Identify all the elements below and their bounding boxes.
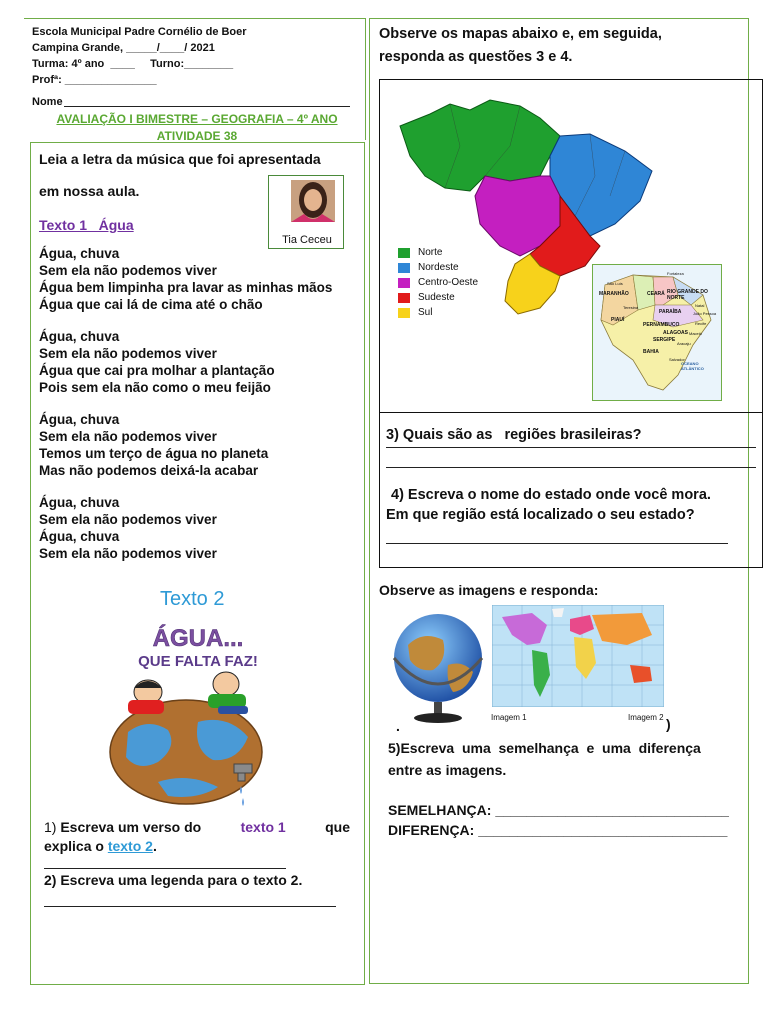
stanza-1 bbox=[39, 245, 344, 313]
lyric-line: Sem ela não podemos viver bbox=[39, 346, 217, 361]
intro-line-2: em nossa aula. bbox=[39, 183, 140, 199]
question-3: 3) Quais são as regiões brasileiras? bbox=[386, 427, 642, 443]
water-poster-illustration bbox=[98, 622, 298, 814]
question-4-line-1: 4) Escreva o nome do estado onde você mora. bbox=[391, 487, 711, 503]
inset-label: Fortaleza bbox=[667, 271, 684, 276]
legend-item bbox=[398, 260, 478, 275]
similarity-field[interactable]: SEMELHANÇA: ______________________________ bbox=[388, 802, 729, 818]
inset-label: Maceió bbox=[689, 331, 702, 336]
class-line: Turma: 4º ano ____ Turno:________ bbox=[32, 58, 234, 70]
images-intro: Observe as imagens e responda: bbox=[379, 582, 599, 598]
legend-swatch bbox=[398, 278, 410, 288]
name-field[interactable] bbox=[64, 106, 350, 107]
text2-title: Texto 2 bbox=[160, 588, 225, 610]
inset-label: Recife bbox=[695, 321, 707, 326]
maps-intro-1: Observe os mapas abaixo e, em seguida, bbox=[379, 26, 662, 42]
author-name: Tia Ceceu bbox=[282, 234, 332, 246]
legend-swatch bbox=[398, 248, 410, 258]
paren-mark: ) bbox=[666, 716, 671, 732]
author-photo bbox=[291, 180, 335, 222]
inset-label: MARANHÃO bbox=[599, 291, 629, 297]
school-name: Escola Municipal Padre Cornélio de Boer bbox=[32, 26, 247, 38]
inset-label: PIAUÍ bbox=[611, 317, 625, 323]
lyric-line: Sem ela não podemos viver bbox=[39, 263, 217, 278]
lyric-line: Água, chuva bbox=[39, 329, 120, 344]
inset-label: Natal bbox=[695, 303, 705, 308]
q1-number: 1) bbox=[44, 819, 61, 835]
legend-label: Sul bbox=[418, 307, 433, 318]
q3-answer-line-2[interactable] bbox=[386, 467, 756, 468]
lyric-line: Água que cai lá de cima até o chão bbox=[39, 297, 263, 312]
question-4-line-2: Em que região está localizado o seu estado? bbox=[386, 507, 695, 523]
lyric-line: Água, chuva bbox=[39, 529, 120, 544]
teacher-line: Profª: _______________ bbox=[32, 74, 157, 86]
dot-mark: . bbox=[396, 718, 400, 734]
q1-answer-line[interactable] bbox=[44, 868, 286, 869]
stanza-2 bbox=[39, 328, 344, 396]
lyric-line: Sem ela não podemos viver bbox=[39, 546, 217, 561]
inset-label: ALAGOAS bbox=[663, 330, 688, 336]
legend-label: Centro-Oeste bbox=[418, 277, 479, 288]
legend-swatch bbox=[398, 308, 410, 318]
lyric-line: Água que cai pra molhar a plantação bbox=[39, 363, 275, 378]
map-legend bbox=[398, 245, 478, 320]
name-label: Nome bbox=[32, 96, 63, 108]
q1-ref-text1: texto 1 bbox=[240, 819, 286, 835]
globe-image bbox=[388, 610, 488, 725]
q1-link-text2[interactable]: texto 2 bbox=[107, 838, 153, 854]
q3-answer-line-1[interactable] bbox=[386, 447, 756, 448]
legend-label: Sudeste bbox=[418, 292, 455, 303]
activity-title: ATIVIDADE 38 bbox=[156, 129, 238, 143]
inset-label: São Luís bbox=[607, 281, 623, 286]
legend-swatch bbox=[398, 263, 410, 273]
lyric-line: Mas não podemos deixá-la acabar bbox=[39, 463, 259, 478]
legend-item bbox=[398, 305, 478, 320]
question-2: 2) Escreva uma legenda para o texto 2. bbox=[44, 872, 303, 888]
inset-label: OCEANO ATLÂNTICO bbox=[681, 361, 704, 371]
lyric-line: Sem ela não podemos viver bbox=[39, 429, 217, 444]
stanza-3 bbox=[39, 411, 344, 479]
maps-intro-2: responda as questões 3 e 4. bbox=[379, 49, 573, 65]
lyric-line: Sem ela não podemos viver bbox=[39, 512, 217, 527]
intro-line-1: Leia a letra da música que foi apresentada bbox=[39, 151, 321, 167]
lyric-line: Água, chuva bbox=[39, 246, 120, 261]
lyric-line: Temos um terço de água no planeta bbox=[39, 446, 269, 461]
q1-text-2: explica o bbox=[44, 838, 104, 854]
stanza-4 bbox=[39, 494, 344, 562]
lyrics bbox=[39, 245, 344, 577]
q1-text-end: que bbox=[325, 819, 350, 835]
legend-label: Nordeste bbox=[418, 262, 459, 273]
question-5-line-2: entre as imagens. bbox=[388, 762, 507, 778]
text1-label: Texto 1 Água bbox=[39, 217, 134, 233]
inset-label: BAHIA bbox=[643, 349, 659, 355]
inset-label: PARAÍBA bbox=[659, 309, 682, 315]
lyric-line: Pois sem ela não como o meu feijão bbox=[39, 380, 271, 395]
lyric-line: Água, chuva bbox=[39, 495, 120, 510]
lyric-line: Água, chuva bbox=[39, 412, 120, 427]
question-5-line-1: 5)Escreva uma semelhança e uma diferença bbox=[388, 740, 701, 756]
inset-label: João Pessoa bbox=[693, 311, 717, 316]
question-1 bbox=[44, 818, 350, 856]
image-2-caption: Imagem 2 bbox=[628, 713, 664, 722]
legend-item bbox=[398, 275, 478, 290]
nordeste-inset-map bbox=[592, 264, 722, 401]
inset-label: CEARÁ bbox=[647, 291, 665, 297]
lyric-line: Água bem limpinha pra lavar as minhas mãos bbox=[39, 280, 333, 295]
inset-label: Salvador bbox=[669, 357, 685, 362]
legend-item bbox=[398, 245, 478, 260]
image-1-caption: Imagem 1 bbox=[491, 713, 527, 722]
q1-text: Escreva um verso do bbox=[60, 819, 202, 835]
author-card bbox=[268, 175, 344, 249]
inset-label: RIO GRANDE DO NORTE bbox=[667, 289, 708, 301]
inset-label: Teresina bbox=[623, 305, 639, 310]
legend-label: Norte bbox=[418, 247, 443, 258]
world-map-image bbox=[492, 605, 664, 707]
city-date: Campina Grande, _____/____/ 2021 bbox=[32, 42, 215, 54]
q4-answer-line[interactable] bbox=[386, 543, 728, 544]
evaluation-title: AVALIAÇÃO I BIMESTRE – GEOGRAFIA – 4º ANO bbox=[56, 112, 338, 126]
inset-label: PERNAMBUCO bbox=[643, 322, 680, 328]
legend-swatch bbox=[398, 293, 410, 303]
poster-line-2: QUE FALTA FAZ! bbox=[138, 653, 258, 670]
difference-field[interactable]: DIFERENÇA: ________________________________ bbox=[388, 822, 728, 838]
q2-answer-line[interactable] bbox=[44, 906, 336, 907]
q1-period: . bbox=[152, 838, 157, 854]
poster-line-1: ÁGUA... bbox=[152, 625, 244, 652]
inset-label: SERGIPE bbox=[653, 337, 676, 343]
legend-item bbox=[398, 290, 478, 305]
inset-label: Aracaju bbox=[677, 341, 691, 346]
